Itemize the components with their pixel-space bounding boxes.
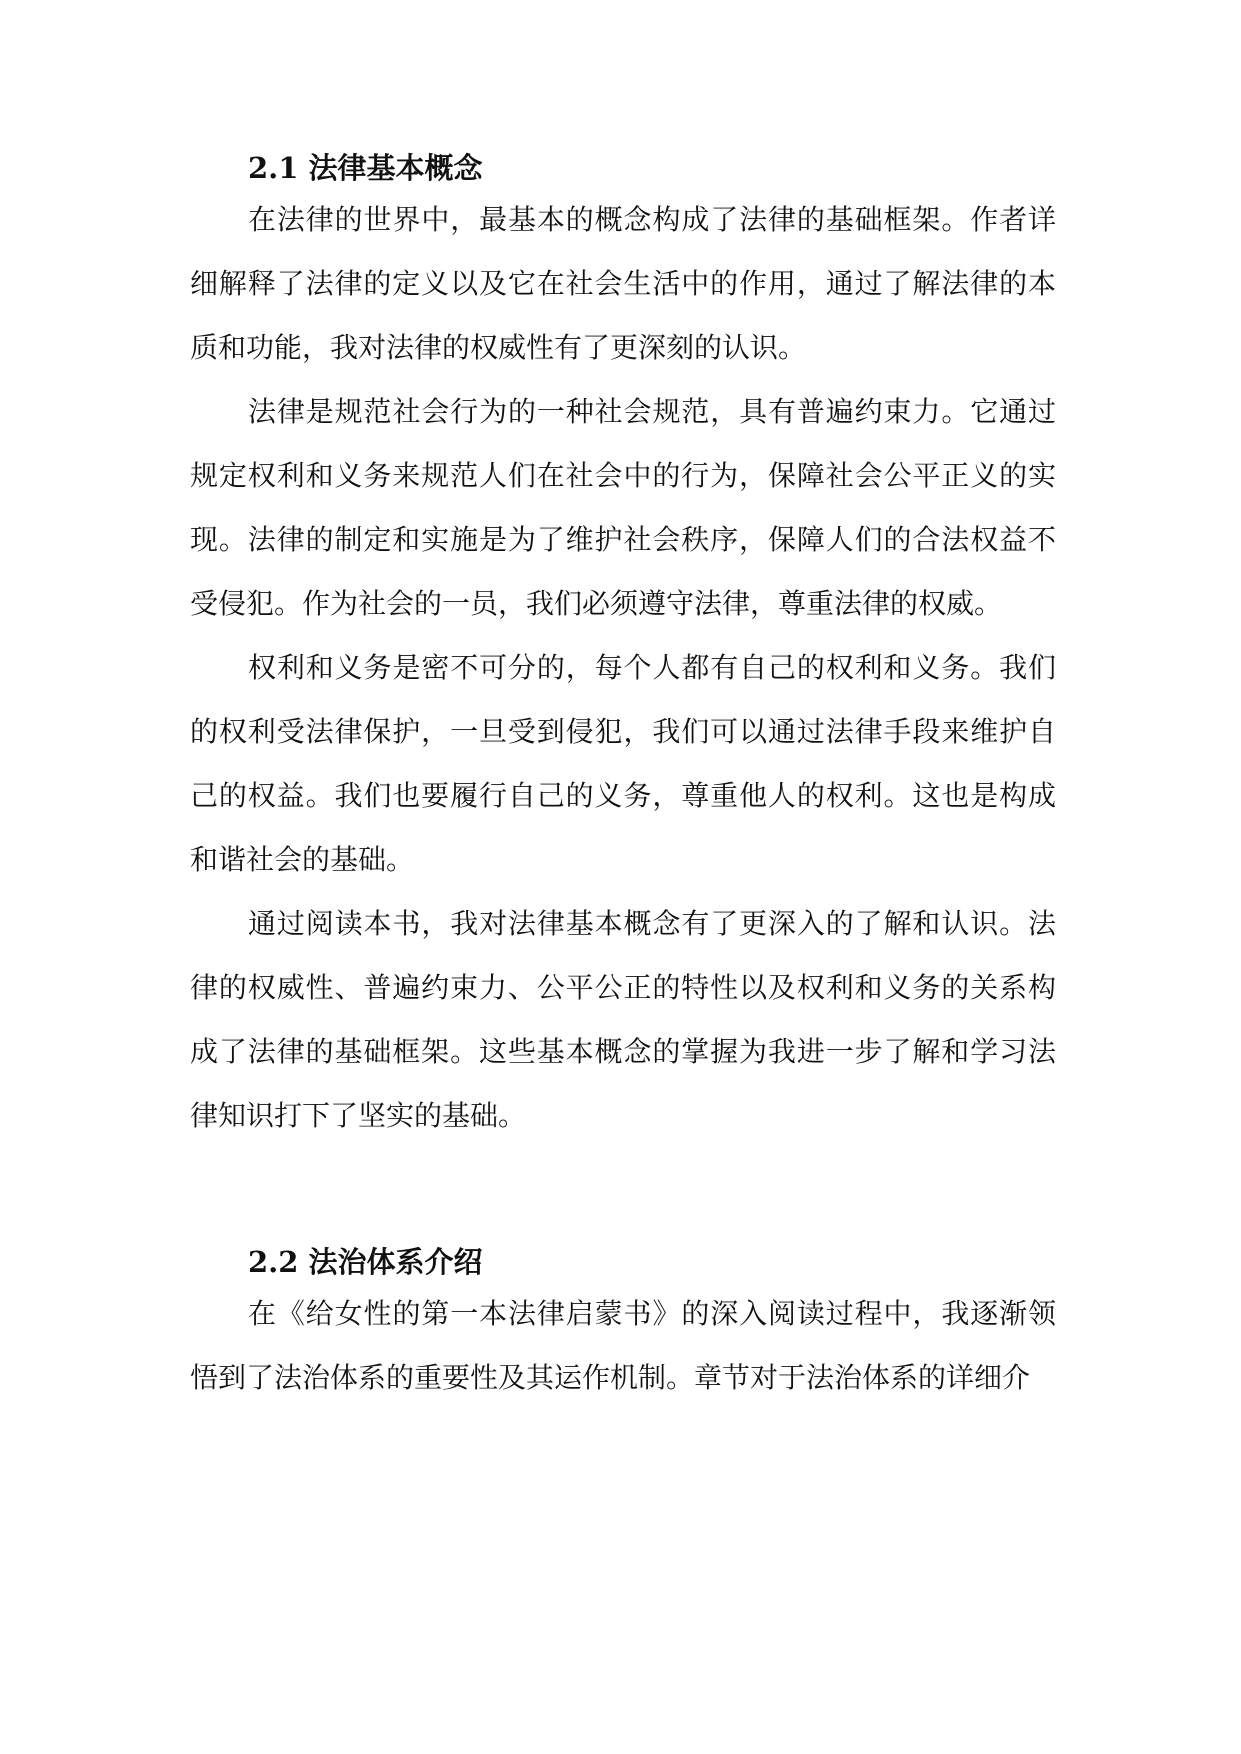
- section-heading-2-1: 2.1 法律基本概念: [248, 151, 483, 185]
- paragraph-2-1-rights-duties: 权利和义务是密不可分的，每个人都有自己的权利和义务。我们的权利受法律保护，一旦受到侵犯，我们可以通过法律手段来维护自己的权益。我们也要履行自己的义务，尊重他人的权利。这也是构成和谐社会的基础。: [190, 651, 1056, 876]
- section-heading-2-2: 2.2 法治体系介绍: [248, 1245, 483, 1279]
- paragraph-2-2-intro: 在《给女性的第一本法律启蒙书》的深入阅读过程中，我逐渐领悟到了法治体系的重要性及其运作机制。章节对于法治体系的详细介: [190, 1297, 1056, 1394]
- paragraph-2-1-definition: 法律是规范社会行为的一种社会规范，具有普遍约束力。它通过规定权利和义务来规范人们在社会中的行为，保障社会公平正义的实现。法律的制定和实施是为了维护社会秩序，保障人们的合法权益不受侵犯。作为社会的一员，我们必须遵守法律，尊重法律的权威。: [190, 395, 1056, 620]
- paragraph-2-1-summary: 通过阅读本书，我对法律基本概念有了更深入的了解和认识。法律的权威性、普遍约束力、公平公正的特性以及权利和义务的关系构成了法律的基础框架。这些基本概念的掌握为我进一步了解和学习法律知识打下了坚实的基础。: [190, 907, 1056, 1132]
- paragraph-2-1-intro: 在法律的世界中，最基本的概念构成了法律的基础框架。作者详细解释了法律的定义以及它在社会生活中的作用，通过了解法律的本质和功能，我对法律的权威性有了更深刻的认识。: [190, 203, 1056, 364]
